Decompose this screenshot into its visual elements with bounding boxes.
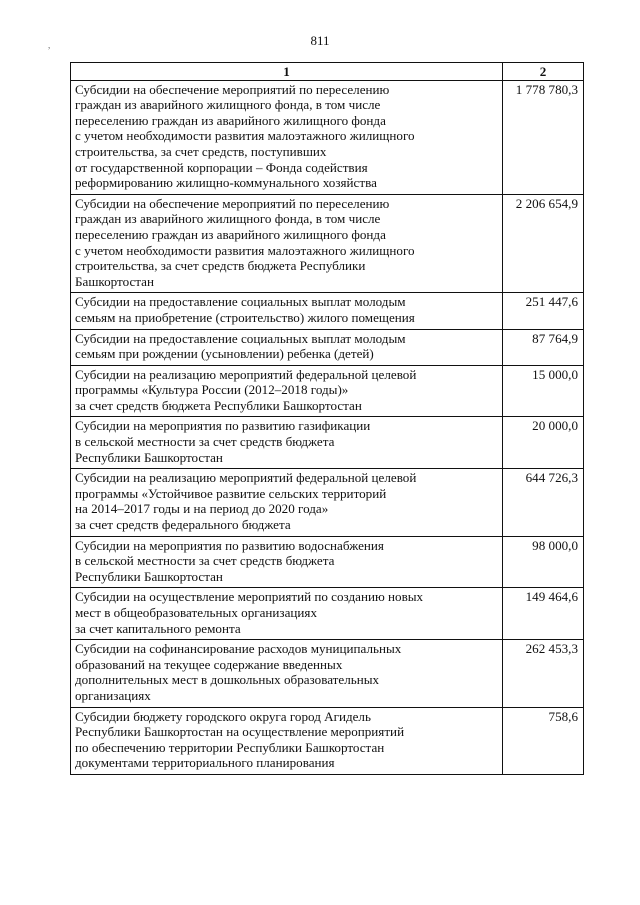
- description-line: Субсидии на мероприятия по развитию водоснабжения: [75, 537, 384, 553]
- description-line: граждан из аварийного жилищного фонда, в том числе: [75, 97, 381, 113]
- row-description: [71, 365, 503, 417]
- table-row: [71, 194, 584, 293]
- row-amount: 98 000,0: [503, 536, 584, 588]
- description-line: за счет средств бюджета Республики Башкортостан: [75, 397, 362, 413]
- column-header-1: 1: [71, 63, 503, 81]
- description-line: Субсидии на осуществление мероприятий по созданию новых: [75, 589, 424, 605]
- row-description: [71, 293, 503, 329]
- description-line: семьям при рождении (усыновлении) ребенка (детей): [75, 346, 374, 362]
- row-description: [71, 588, 503, 640]
- row-amount: 251 447,6: [503, 293, 584, 329]
- description-line: Республики Башкортостан: [75, 568, 223, 584]
- description-line: реформированию жилищно-коммунального хозяйства: [75, 175, 377, 191]
- description-line: строительства, за счет средств бюджета Республики: [75, 258, 366, 274]
- description-line: переселению граждан из аварийного жилищного фонда: [75, 226, 386, 242]
- description-line: Республики Башкортостан на осуществление мероприятий: [75, 724, 405, 740]
- table-row: [71, 293, 584, 329]
- table-row: [71, 80, 584, 194]
- description-line: Республики Башкортостан: [75, 449, 223, 465]
- row-description: [71, 640, 503, 707]
- description-line: организациях: [75, 687, 151, 703]
- description-line: от государственной корпорации – Фонда содействия: [75, 159, 368, 175]
- description-line: Субсидии на обеспечение мероприятий по переселению: [75, 81, 390, 97]
- description-line: Субсидии на предоставление социальных выплат молодым: [75, 330, 406, 346]
- row-amount: 15 000,0: [503, 365, 584, 417]
- table-row: [71, 365, 584, 417]
- description-line: граждан из аварийного жилищного фонда, в том числе: [75, 211, 381, 227]
- description-line: на 2014–2017 годы и на период до 2020 года»: [75, 501, 329, 517]
- row-amount: 644 726,3: [503, 469, 584, 536]
- description-line: Субсидии на обеспечение мероприятий по переселению: [75, 195, 390, 211]
- row-description: [71, 329, 503, 365]
- row-description: [71, 194, 503, 293]
- description-line: строительства, за счет средств, поступивших: [75, 143, 327, 159]
- table-row: [71, 640, 584, 707]
- description-line: Субсидии на софинансирование расходов муниципальных: [75, 641, 402, 657]
- description-line: Башкортостан: [75, 273, 154, 289]
- description-line: переселению граждан из аварийного жилищного фонда: [75, 112, 386, 128]
- row-description: [71, 536, 503, 588]
- page-number: 811: [310, 33, 330, 48]
- table-body: [71, 80, 584, 774]
- description-line: дополнительных мест в дошкольных образовательных: [75, 672, 380, 688]
- row-amount: 87 764,9: [503, 329, 584, 365]
- description-line: Субсидии на реализацию мероприятий федеральной целевой: [75, 470, 417, 486]
- row-description: [71, 707, 503, 774]
- description-line: за счет средств федерального бюджета: [75, 517, 291, 533]
- row-amount: 2 206 654,9: [503, 194, 584, 293]
- row-amount: 1 778 780,3: [503, 80, 584, 194]
- row-description: [71, 417, 503, 469]
- row-description: [71, 80, 503, 194]
- description-line: Субсидии бюджету городского округа город Агидель: [75, 708, 371, 724]
- budget-table: [70, 62, 584, 775]
- description-line: мест в общеобразовательных организациях: [75, 605, 318, 620]
- description-line: с учетом необходимости развития малоэтажного жилищного: [75, 128, 415, 144]
- description-line: образований на текущее содержание введенных: [75, 656, 343, 672]
- row-amount: 262 453,3: [503, 640, 584, 707]
- row-amount: 758,6: [503, 707, 584, 774]
- description-line: с учетом необходимости развития малоэтажного жилищного: [75, 242, 415, 258]
- description-line: по обеспечению территории Республики Башкортостан: [75, 739, 385, 755]
- description-line: документами территориального планирования: [75, 755, 335, 771]
- table-row: [71, 707, 584, 774]
- table-row: [71, 469, 584, 536]
- row-amount: 20 000,0: [503, 417, 584, 469]
- description-line: Субсидии на реализацию мероприятий федеральной целевой: [75, 366, 417, 382]
- scan-mark: ,: [48, 40, 51, 50]
- description-line: программы «Устойчивое развитие сельских территорий: [75, 485, 387, 501]
- column-header-2: 2: [503, 63, 584, 81]
- description-line: в сельской местности за счет средств бюджета: [75, 553, 335, 569]
- table-row: [71, 588, 584, 640]
- description-line: программы «Культура России (2012–2018 годы)»: [75, 382, 349, 398]
- row-amount: 149 464,6: [503, 588, 584, 640]
- description-line: Субсидии на мероприятия по развитию газификации: [75, 418, 371, 434]
- row-description: [71, 469, 503, 536]
- table-row: [71, 536, 584, 588]
- description-line: Субсидии на предоставление социальных выплат молодым: [75, 294, 406, 310]
- table-header-row: [71, 63, 584, 81]
- table-row: [71, 417, 584, 469]
- description-line: за счет капитального ремонта: [75, 620, 241, 636]
- description-line: в сельской местности за счет средств бюджета: [75, 434, 335, 450]
- description-line: семьям на приобретение (строительство) жилого помещения: [75, 309, 415, 325]
- table-row: [71, 329, 584, 365]
